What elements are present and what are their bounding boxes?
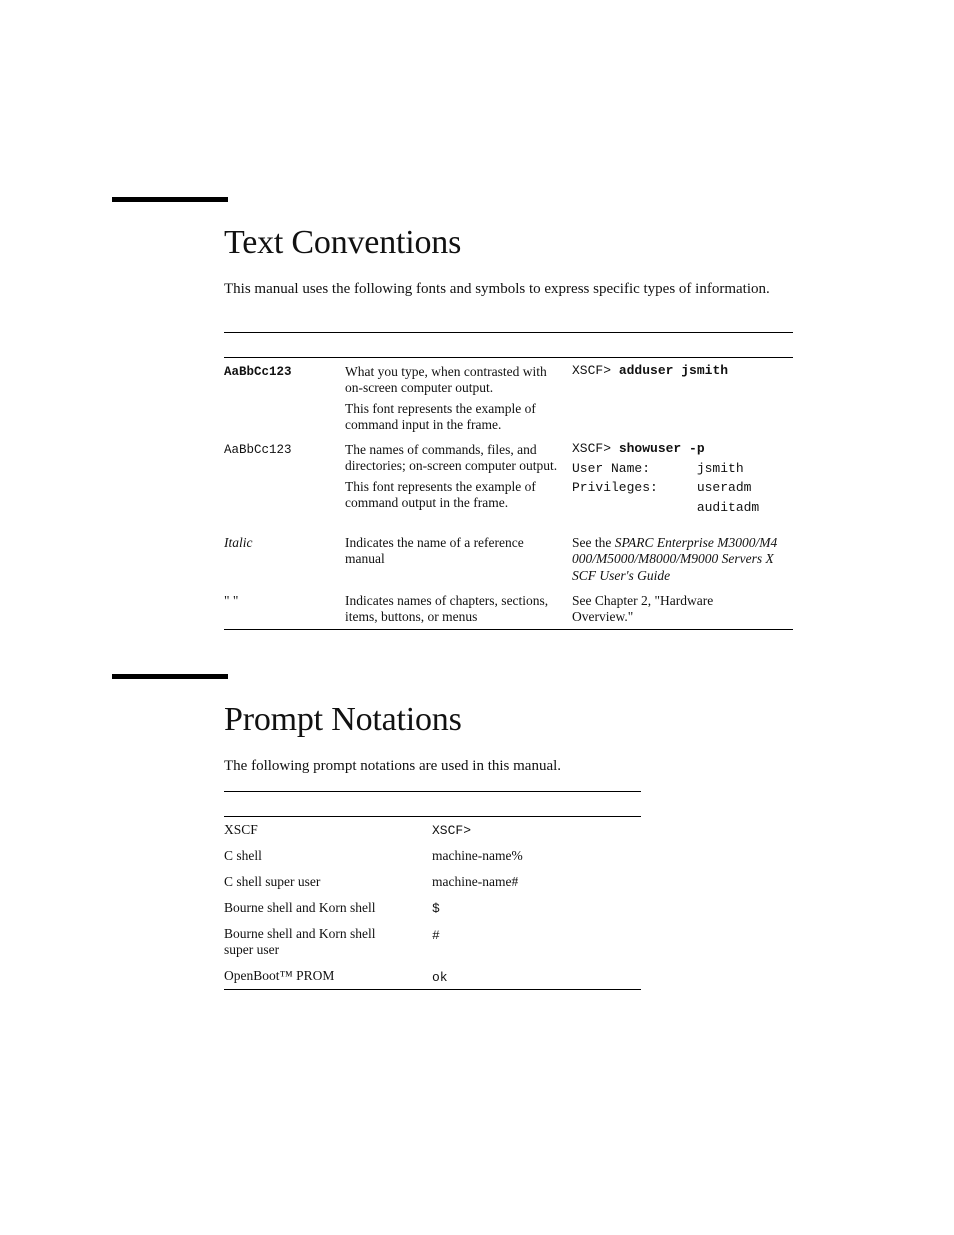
- section-intro: The following prompt notations are used in this manual.: [224, 758, 562, 774]
- table-header-rule: [224, 816, 641, 817]
- meaning-cell: [345, 364, 557, 433]
- example-prefix: See the: [572, 535, 615, 550]
- command-text: adduser jsmith: [618, 363, 729, 378]
- output-line: Privileges: useradm: [572, 480, 752, 495]
- meaning-cell: [345, 442, 560, 511]
- prompt-text: XSCF>: [572, 441, 612, 456]
- example-cell: [572, 535, 778, 584]
- table-bottom-rule: [224, 629, 793, 630]
- font-sample: AaBbCc123: [224, 443, 292, 457]
- shell-name: XSCF: [224, 822, 258, 837]
- meaning-text: This font represents the example of command input in the frame.: [345, 400, 536, 432]
- section-title: Text Conventions: [224, 224, 462, 261]
- section-title: Prompt Notations: [224, 701, 462, 738]
- prompt-text: ok: [432, 970, 448, 985]
- meaning-text: What you type, when contrasted with on-screen computer output.: [345, 364, 547, 396]
- meaning-cell: [345, 535, 557, 568]
- table-top-rule: [224, 791, 641, 792]
- section-rule-bar: [112, 674, 228, 679]
- manual-title: SPARC Enterprise M3000/M4000/M5000/M8000/M9000 Servers XSCF User's Guide: [572, 535, 778, 583]
- example-cell: See Chapter 2, "Hardware Overview.": [572, 593, 714, 625]
- shell-name: C shell super user: [224, 874, 321, 889]
- table-bottom-rule: [224, 989, 641, 990]
- prompt-text: $: [432, 901, 440, 916]
- meaning-text: This font represents the example of command output in the frame.: [345, 478, 536, 510]
- prompt-text: XSCF>: [432, 823, 472, 838]
- font-sample: AaBbCc123: [224, 365, 292, 379]
- output-line: User Name: jsmith: [572, 460, 744, 476]
- section-intro: This manual uses the following fonts and symbols to express specific types of information.: [224, 281, 770, 297]
- meaning-text: Indicates names of chapters, sections, items, buttons, or menus: [345, 593, 549, 625]
- meaning-text: Indicates the name of a reference manual: [345, 535, 524, 567]
- prompt-text: machine-name%: [432, 848, 523, 863]
- meaning-cell: [345, 593, 560, 626]
- font-sample: " ": [224, 593, 239, 608]
- prompt-text: machine-name#: [432, 874, 519, 889]
- shell-name: OpenBoot™ PROM: [224, 968, 335, 983]
- example-cell: [572, 439, 759, 517]
- table-header-rule: [224, 357, 793, 358]
- table-top-rule: [224, 332, 793, 333]
- shell-name: C shell: [224, 848, 262, 863]
- prompt-text: #: [432, 928, 440, 943]
- meaning-text: The names of commands, files, and directories; on-screen computer output.: [345, 442, 558, 474]
- example-cell: [572, 361, 728, 381]
- font-sample: Italic: [224, 535, 253, 550]
- prompt-text: XSCF>: [572, 363, 612, 378]
- shell-name: Bourne shell and Korn shell: [224, 900, 376, 915]
- section-rule-bar: [112, 197, 228, 202]
- output-line: auditadm: [572, 499, 760, 515]
- command-text: showuser -p: [618, 441, 705, 456]
- shell-name: Bourne shell and Korn shell super user: [224, 926, 376, 958]
